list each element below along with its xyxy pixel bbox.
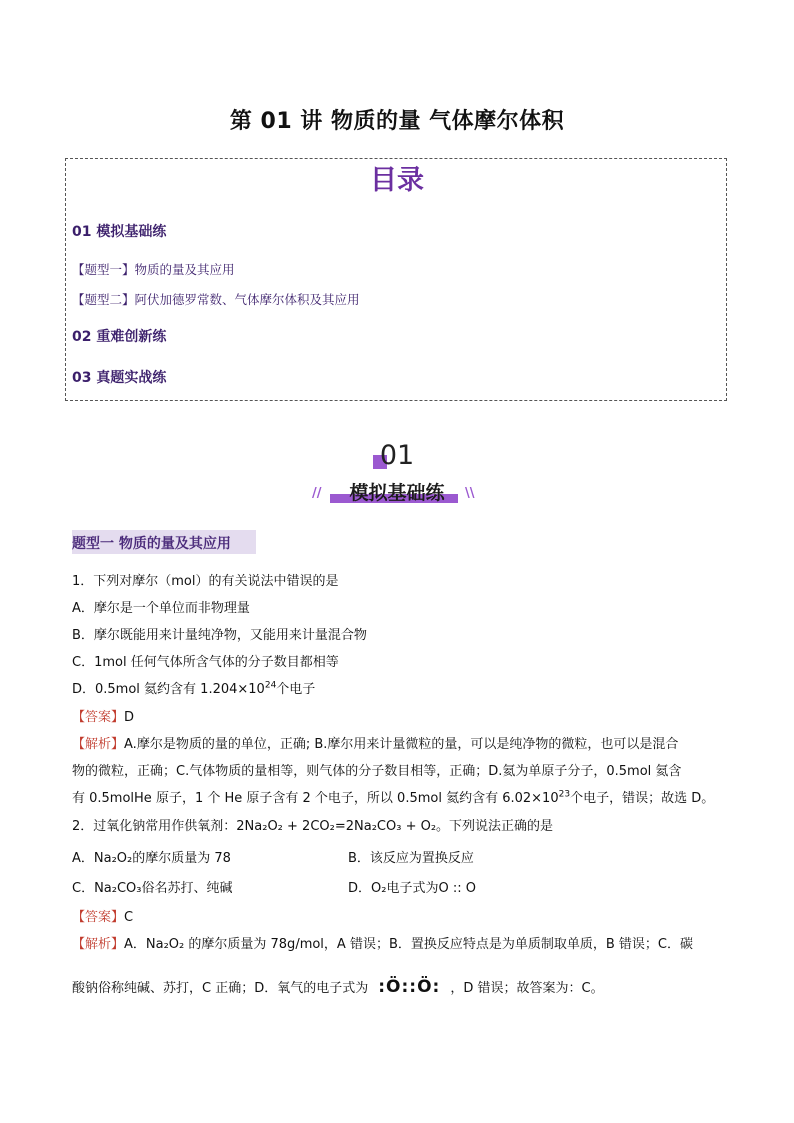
q2-explanation-2: 酸钠俗称纯碱、苏打，C 正确；D．氧气的电子式为 :Ö::Ö: ，D 错误；故答案为：C。 — [72, 977, 604, 997]
q2-option-d: D．O₂电子式为O :: O — [348, 881, 476, 896]
toc-section-1[interactable]: 01 模拟基础练 — [72, 224, 167, 240]
q2-option-a: A．Na₂O₂的摩尔质量为 78 — [72, 851, 231, 866]
q2-stem: 2．过氧化钠常用作供氧剂：2Na₂O₂ + 2CO₂=2Na₂CO₃ + O₂。下列说法正确的是 — [72, 819, 554, 834]
q2-option-b: B．该反应为置换反应 — [348, 851, 474, 866]
q1-option-b: B．摩尔既能用来计量纯净物，又能用来计量混合物 — [72, 628, 367, 643]
toc-type-1[interactable]: 【题型一】物质的量及其应用 — [72, 262, 235, 277]
banner-slash-right: \\ — [465, 486, 475, 501]
q1-option-a: A．摩尔是一个单位而非物理量 — [72, 601, 250, 616]
q2-answer: 【答案】C — [72, 910, 134, 925]
toc-section-2[interactable]: 02 重难创新练 — [72, 329, 167, 345]
type-label: 题型一 物质的量及其应用 — [72, 536, 231, 552]
q1-option-c: C．1mol 任何气体所含气体的分子数目都相等 — [72, 655, 339, 670]
toc-type-2[interactable]: 【题型二】阿伏加德罗常数、气体摩尔体积及其应用 — [72, 292, 360, 307]
banner-slash-left: // — [312, 486, 322, 501]
section-banner: 模拟基础练 — [349, 482, 445, 504]
page-title: 第 01 讲 物质的量 气体摩尔体积 — [229, 109, 565, 134]
q1-answer: 【答案】D — [72, 710, 135, 725]
q2-explanation-1: 【解析】A．Na₂O₂ 的摩尔质量为 78g/mol，A 错误；B．置换反应特点是为单质制取单质，B 错误；C．碳 — [72, 937, 693, 952]
section-number: 01 — [379, 440, 415, 471]
q1-explanation-3: 有 0.5molHe 原子，1 个 He 原子含有 2 个电子，所以 0.5mol 氦约含有 $6.02\times 10^{23}$个电子，错误；故选 D。 — [72, 789, 715, 806]
toc-section-3[interactable]: 03 真题实战练 — [72, 370, 167, 386]
q1-explanation-1: 【解析】A.摩尔是物质的量的单位，正确; B.摩尔用来计量微粒的量，可以是纯净物的微粒，也可以是混合 — [72, 737, 679, 752]
q1-explanation-2: 物的微粒，正确；C.气体物质的量相等，则气体的分子数目相等，正确；D.氦为单原子分子，0.5mol 氦含 — [72, 764, 682, 779]
oxygen-electron-formula: :Ö::Ö: — [378, 977, 441, 997]
toc-heading: 目录 — [370, 165, 424, 196]
q1-option-d: D．0.5mol 氦约含有 $1.204\times 10^{24}$个电子 — [72, 680, 316, 697]
q1-stem: 1．下列对摩尔（mol）的有关说法中错误的是 — [72, 574, 339, 589]
q2-option-c: C．Na₂CO₃俗名苏打、纯碱 — [72, 881, 233, 896]
